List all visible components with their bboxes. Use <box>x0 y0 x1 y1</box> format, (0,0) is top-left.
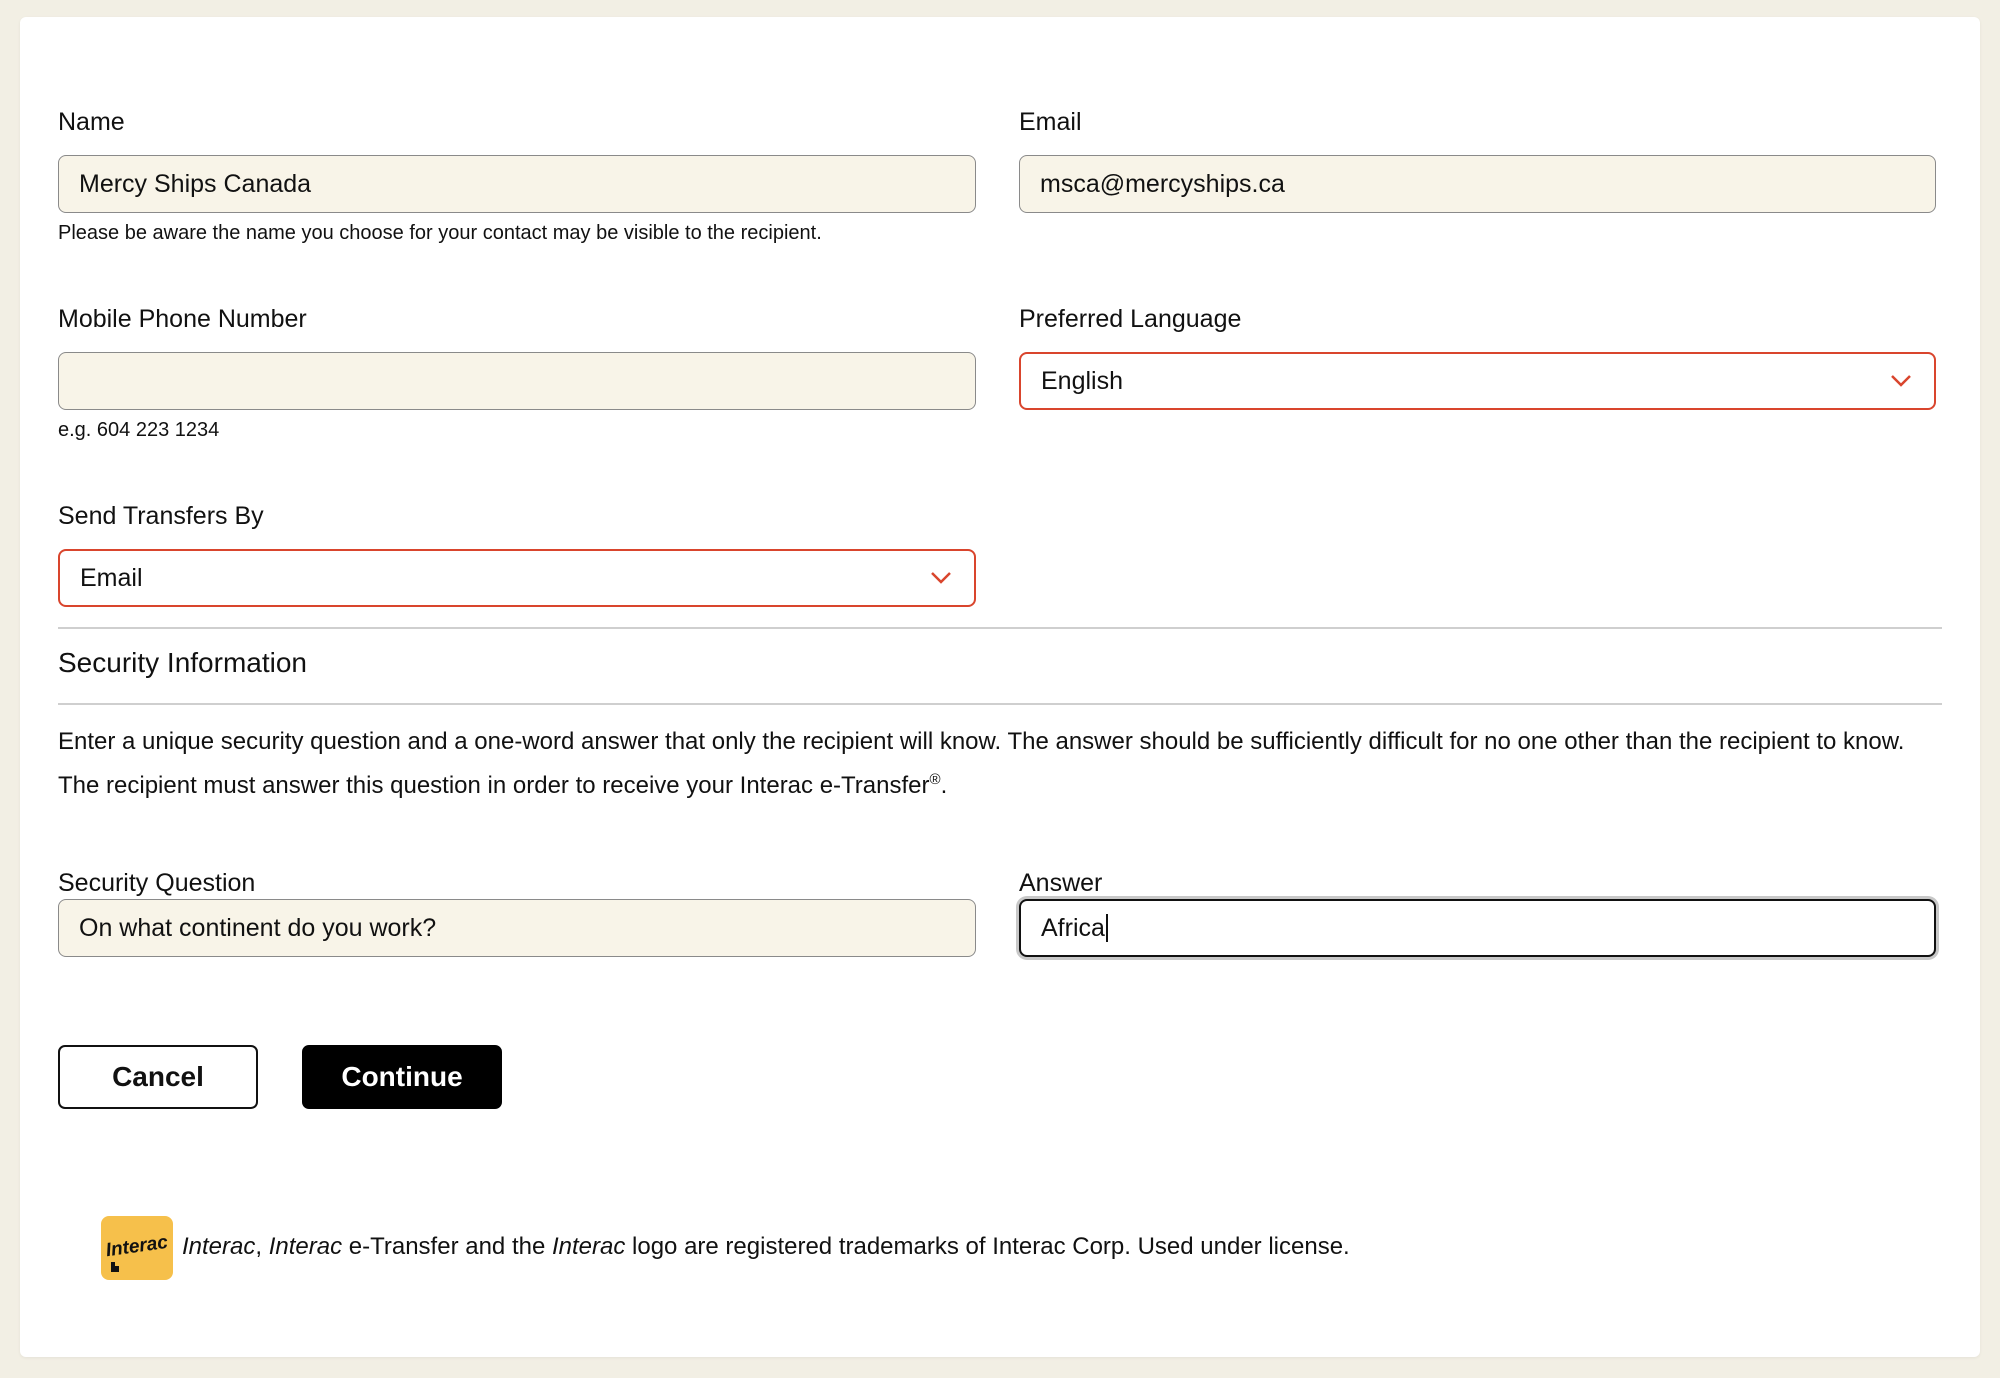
chevron-down-icon <box>930 571 952 585</box>
continue-button[interactable]: Continue <box>302 1045 502 1109</box>
language-select-value: English <box>1041 366 1123 395</box>
email-input[interactable] <box>1019 155 1936 213</box>
interac-logo-icon <box>101 1216 173 1280</box>
interac-logo-text: Interac <box>104 1231 170 1262</box>
trademark-word: Interac <box>551 1233 626 1260</box>
security-description <box>58 723 1938 805</box>
interac-logo <box>101 1216 173 1280</box>
trademark-notice <box>182 1233 1350 1261</box>
name-label: Name <box>58 108 125 136</box>
divider <box>58 627 1942 629</box>
answer-label: Answer <box>1019 869 1103 897</box>
security-description-end: . <box>940 772 948 799</box>
trademark-text: e-Transfer and the <box>342 1233 552 1260</box>
divider <box>58 703 1942 705</box>
name-input-value: Mercy Ships Canada <box>79 169 312 198</box>
security-question-label: Security Question <box>58 869 256 897</box>
answer-input[interactable] <box>1019 899 1936 957</box>
name-hint: Please be aware the name you choose for your contact may be visible to the recipient. <box>58 222 822 244</box>
language-label: Preferred Language <box>1019 305 1242 333</box>
trademark-word: Interac <box>268 1233 343 1260</box>
trademark-text: logo are registered trademarks of Interac Corp. Used under license. <box>625 1233 1350 1260</box>
registered-mark: ® <box>929 771 941 788</box>
security-question-value: On what continent do you work? <box>79 913 437 942</box>
language-select[interactable] <box>1019 352 1936 410</box>
send-by-label: Send Transfers By <box>58 502 264 530</box>
form-card <box>20 17 1980 1357</box>
text-cursor <box>1106 914 1108 942</box>
security-question-input[interactable] <box>58 899 976 957</box>
security-description-text: Enter a unique security question and a one-word answer that only the recipient will know. The answer should be sufficiently difficult for no one other than the recipient to know. The recipient must answer this question in order to receive your Interac e-Transfer <box>58 728 1905 799</box>
trademark-word: Interac <box>182 1233 256 1260</box>
email-label: Email <box>1019 108 1082 136</box>
email-input-value: msca@mercyships.ca <box>1040 169 1285 198</box>
cancel-button[interactable]: Cancel <box>58 1045 258 1109</box>
phone-label: Mobile Phone Number <box>58 305 307 333</box>
phone-input[interactable] <box>58 352 976 410</box>
send-by-select[interactable] <box>58 549 976 607</box>
security-heading: Security Information <box>58 647 307 678</box>
phone-hint: e.g. 604 223 1234 <box>58 419 220 441</box>
answer-input-value: Africa <box>1041 913 1105 942</box>
chevron-down-icon <box>1890 374 1912 388</box>
name-input[interactable] <box>58 155 976 213</box>
trademark-text: , <box>255 1233 269 1260</box>
send-by-select-value: Email <box>80 563 143 592</box>
